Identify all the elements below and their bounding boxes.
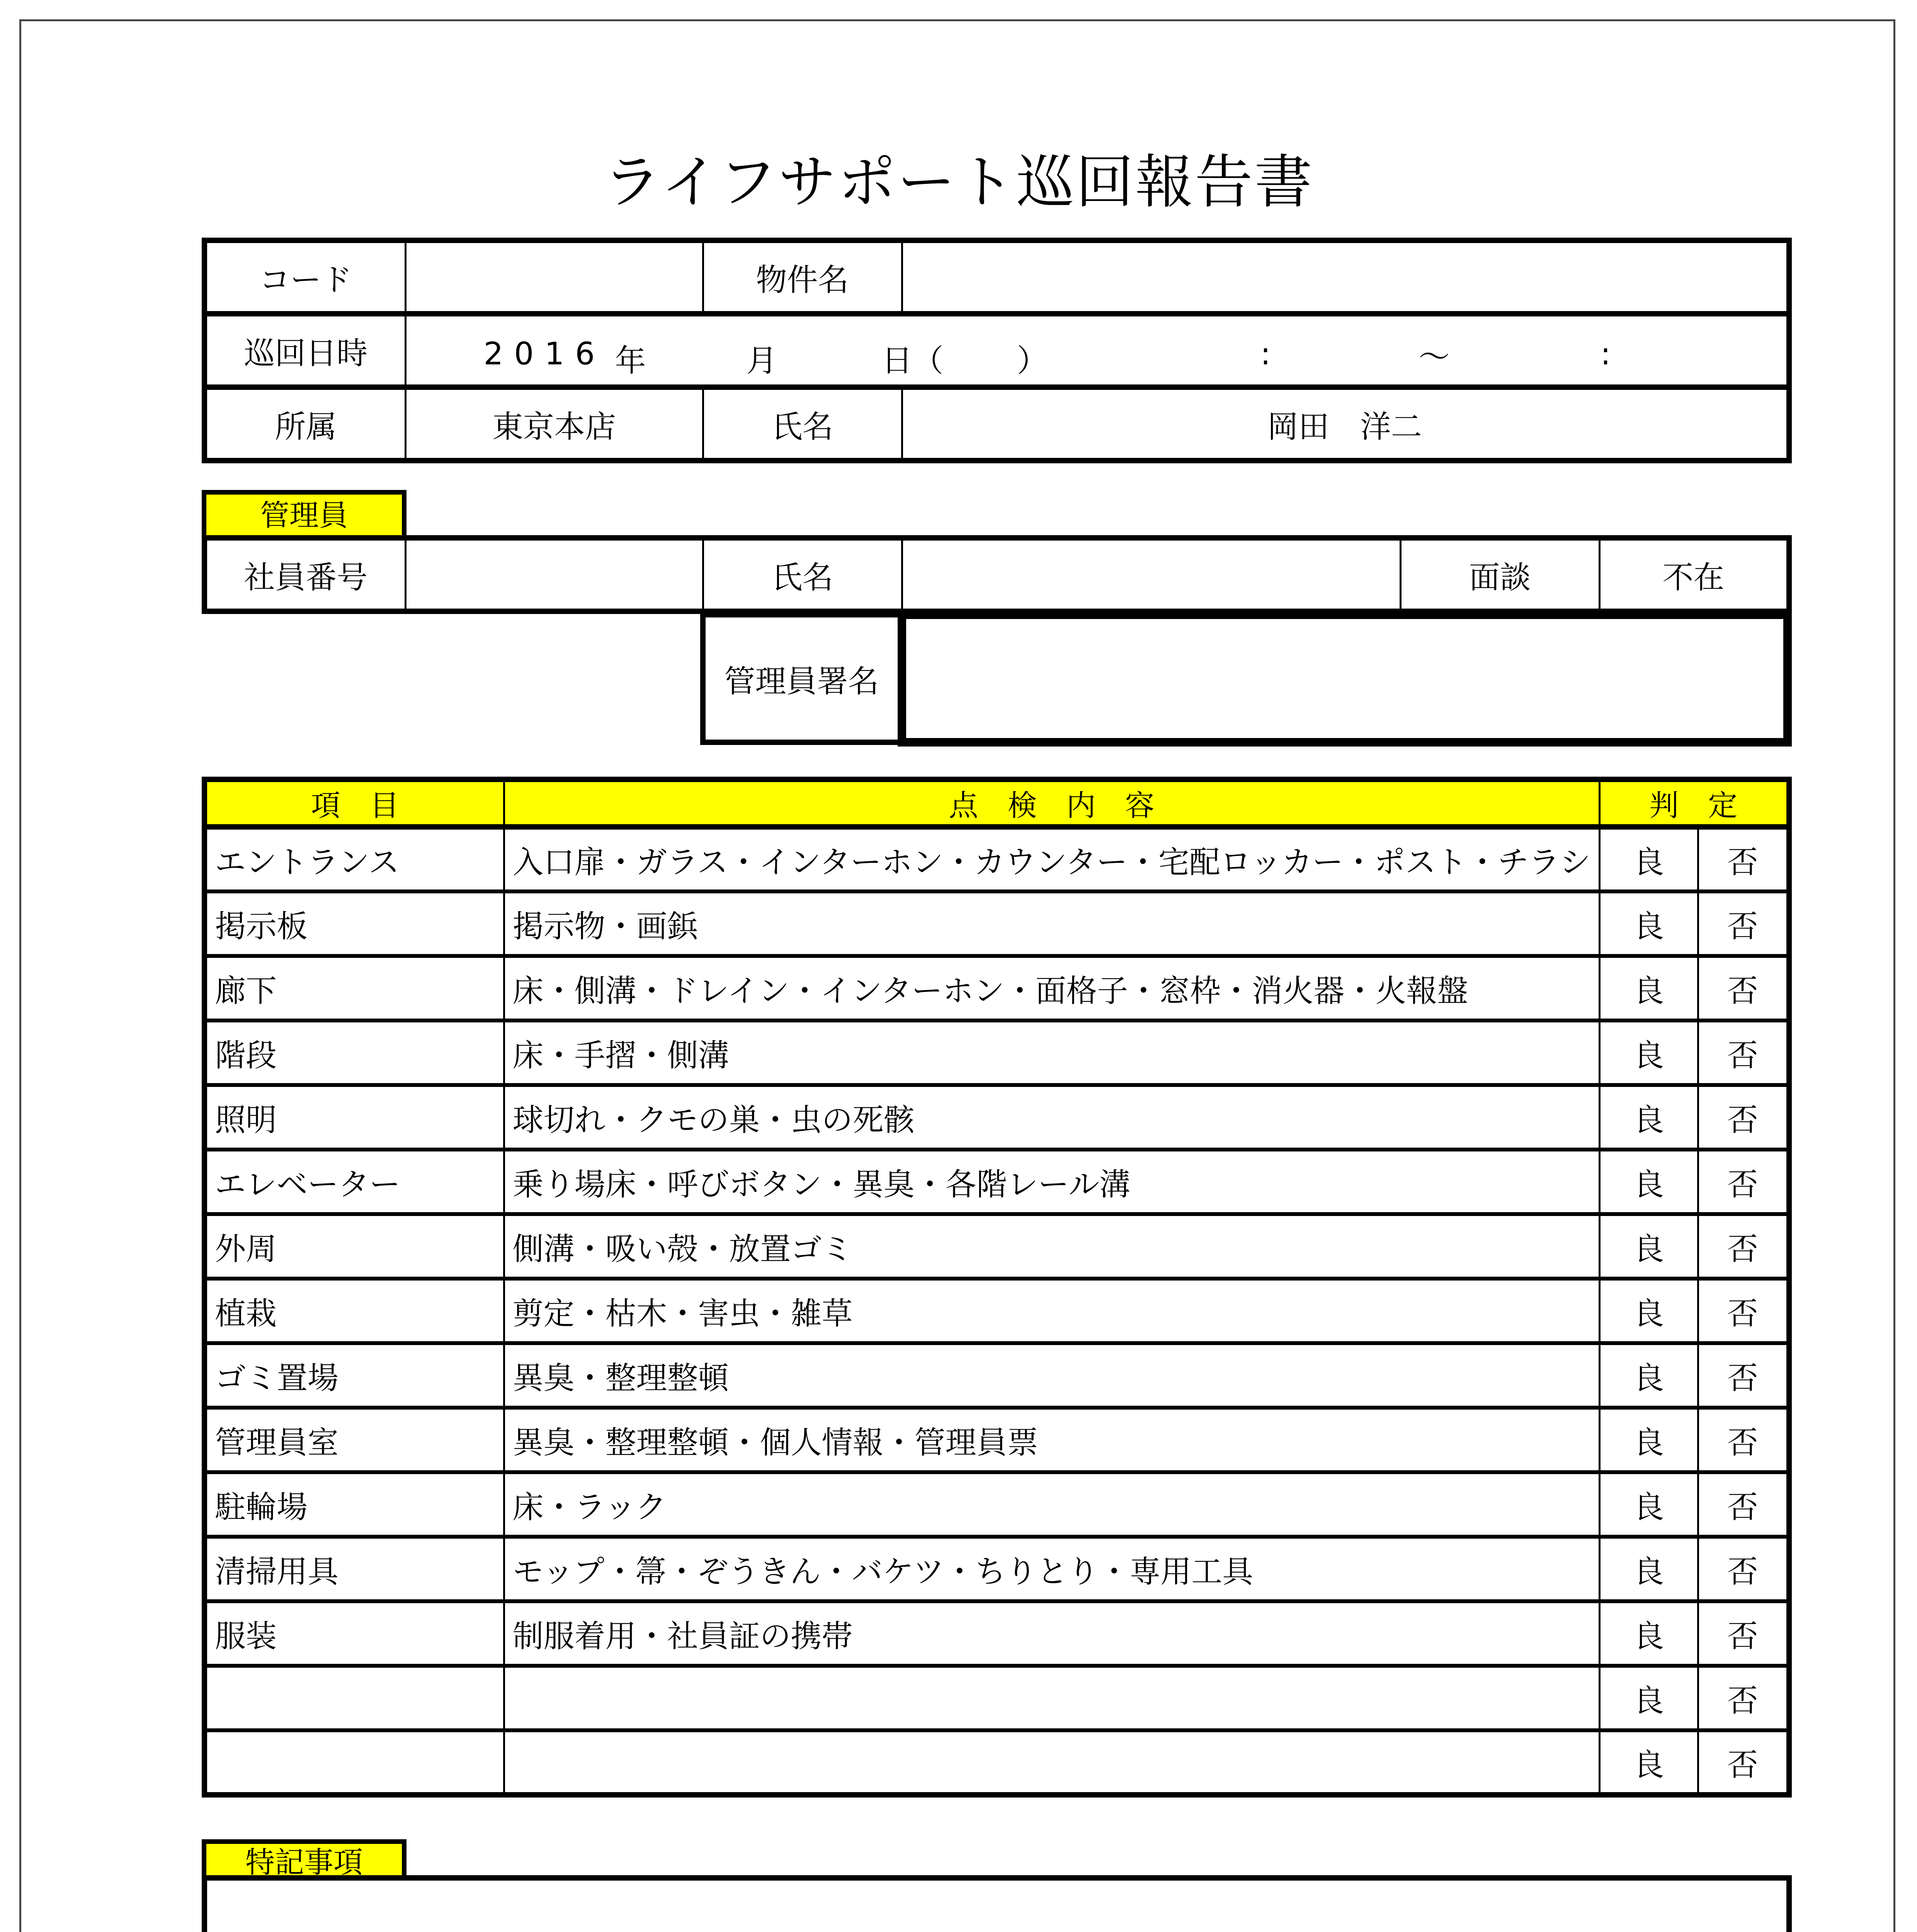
table-row (204, 1214, 1789, 1279)
row-content: 床・ラック (504, 1472, 1599, 1537)
row-item: 植栽 (204, 1279, 504, 1343)
year-unit: 年 (615, 343, 646, 379)
manager-name-field[interactable] (902, 538, 1400, 611)
table-row (204, 956, 1789, 1020)
judgement-bad[interactable]: 否 (1698, 1085, 1789, 1150)
patrol-datetime-field[interactable] (405, 314, 1789, 387)
row-content (504, 1730, 1599, 1795)
row-content: 側溝・吸い殻・放置ゴミ (504, 1214, 1599, 1279)
row-content: 球切れ・クモの巣・虫の死骸 (504, 1085, 1599, 1150)
table-row (204, 1537, 1789, 1601)
table-row (204, 1343, 1789, 1408)
judgement-good[interactable]: 良 (1599, 1537, 1698, 1601)
judgement-bad[interactable]: 否 (1698, 1472, 1789, 1537)
row-content: 床・側溝・ドレイン・インターホン・面格子・窓枠・消火器・火報盤 (504, 956, 1599, 1020)
judgement-bad[interactable]: 否 (1698, 1020, 1789, 1085)
row-content: 制服着用・社員証の携帯 (504, 1601, 1599, 1666)
year-value: 2016 (483, 336, 606, 372)
code-label: コード (204, 240, 405, 314)
row-item: 廊下 (204, 956, 504, 1020)
row-item: ゴミ置場 (204, 1343, 504, 1408)
judgement-bad[interactable]: 否 (1698, 956, 1789, 1020)
header-content: 点 検 内 容 (504, 779, 1599, 827)
judgement-good[interactable]: 良 (1599, 1601, 1698, 1666)
name-label: 氏名 (703, 387, 902, 461)
row-content: 異臭・整理整頓 (504, 1343, 1599, 1408)
signature-label: 管理員署名 (703, 615, 902, 742)
range-tilde: ～ (1419, 339, 1450, 375)
header-table (202, 238, 1792, 463)
employee-no-label: 社員番号 (204, 538, 405, 611)
judgement-bad[interactable]: 否 (1698, 1279, 1789, 1343)
dept-value[interactable]: 東京本店 (405, 387, 703, 461)
judgement-bad[interactable]: 否 (1698, 1730, 1789, 1795)
absent-option[interactable]: 不在 (1599, 538, 1789, 611)
judgement-bad[interactable]: 否 (1698, 1408, 1789, 1472)
row-item: 照明 (204, 1085, 504, 1150)
table-row (204, 1408, 1789, 1472)
table-row (204, 1085, 1789, 1150)
employee-no-field[interactable] (405, 538, 703, 611)
row-content: 乗り場床・呼びボタン・異臭・各階レール溝 (504, 1150, 1599, 1214)
row-item: 掲示板 (204, 891, 504, 956)
row-item: エントランス (204, 827, 504, 891)
judgement-good[interactable]: 良 (1599, 1666, 1698, 1730)
row-item (204, 1666, 504, 1730)
row-content: 異臭・整理整頓・個人情報・管理員票 (504, 1408, 1599, 1472)
interview-option[interactable]: 面談 (1400, 538, 1599, 611)
row-item: 外周 (204, 1214, 504, 1279)
judgement-good[interactable]: 良 (1599, 1214, 1698, 1279)
judgement-bad[interactable]: 否 (1698, 1666, 1789, 1730)
property-label: 物件名 (703, 240, 902, 314)
row-item (204, 1730, 504, 1795)
judgement-bad[interactable]: 否 (1698, 1214, 1789, 1279)
weekday-open: （ (912, 343, 944, 379)
judgement-good[interactable]: 良 (1599, 956, 1698, 1020)
row-content (504, 1666, 1599, 1730)
judgement-good[interactable]: 良 (1599, 1020, 1698, 1085)
row-item: エレベーター (204, 1150, 504, 1214)
manager-section-label: 管理員 (202, 490, 407, 536)
judgement-good[interactable]: 良 (1599, 891, 1698, 956)
signature-table (700, 611, 1792, 747)
table-row (204, 1601, 1789, 1666)
table-row (204, 1472, 1789, 1537)
month-unit: 月 (746, 343, 777, 379)
inspection-table (202, 777, 1792, 1798)
row-content: モップ・箒・ぞうきん・バケツ・ちりとり・専用工具 (504, 1537, 1599, 1601)
judgement-good[interactable]: 良 (1599, 827, 1698, 891)
notes-area[interactable] (202, 1875, 1792, 1932)
manager-name-label: 氏名 (703, 538, 902, 611)
row-content: 掲示物・画鋲 (504, 891, 1599, 956)
row-item: 駐輪場 (204, 1472, 504, 1537)
end-time-colon: : (1600, 336, 1611, 372)
patrol-datetime-label: 巡回日時 (204, 314, 405, 387)
table-row (204, 891, 1789, 956)
header-item: 項 目 (204, 779, 504, 827)
signature-field[interactable] (902, 615, 1788, 742)
row-content: 床・手摺・側溝 (504, 1020, 1599, 1085)
judgement-good[interactable]: 良 (1599, 1085, 1698, 1150)
day-unit: 日 (881, 343, 913, 379)
table-row (204, 1279, 1789, 1343)
judgement-bad[interactable]: 否 (1698, 1601, 1789, 1666)
table-row (204, 827, 1789, 891)
judgement-good[interactable]: 良 (1599, 1408, 1698, 1472)
row-item: 管理員室 (204, 1408, 504, 1472)
property-field[interactable] (902, 240, 1789, 314)
table-row (204, 1150, 1789, 1214)
notes-section-label: 特記事項 (202, 1839, 407, 1880)
page-title: ライフサポート巡回報告書 (603, 149, 1314, 216)
dept-label: 所属 (204, 387, 405, 461)
judgement-good[interactable]: 良 (1599, 1472, 1698, 1537)
judgement-bad[interactable]: 否 (1698, 827, 1789, 891)
start-time-colon: : (1260, 336, 1271, 372)
judgement-good[interactable]: 良 (1599, 1730, 1698, 1795)
row-content: 入口扉・ガラス・インターホン・カウンター・宅配ロッカー・ポスト・チラシ (504, 827, 1599, 891)
row-item: 階段 (204, 1020, 504, 1085)
judgement-bad[interactable]: 否 (1698, 1150, 1789, 1214)
judgement-bad[interactable]: 否 (1698, 891, 1789, 956)
name-value[interactable]: 岡田 洋二 (902, 387, 1789, 461)
judgement-bad[interactable]: 否 (1698, 1537, 1789, 1601)
row-item: 服装 (204, 1601, 504, 1666)
row-item: 清掃用具 (204, 1537, 504, 1601)
weekday-close: ） (1017, 343, 1048, 379)
table-row (204, 1666, 1789, 1730)
judgement-bad[interactable]: 否 (1698, 1343, 1789, 1408)
judgement-good[interactable]: 良 (1599, 1150, 1698, 1214)
code-field[interactable] (405, 240, 703, 314)
judgement-good[interactable]: 良 (1599, 1343, 1698, 1408)
manager-table (202, 535, 1792, 614)
row-content: 剪定・枯木・害虫・雑草 (504, 1279, 1599, 1343)
table-row (204, 1730, 1789, 1795)
header-judgement: 判 定 (1599, 779, 1789, 827)
judgement-good[interactable]: 良 (1599, 1279, 1698, 1343)
table-row (204, 1020, 1789, 1085)
